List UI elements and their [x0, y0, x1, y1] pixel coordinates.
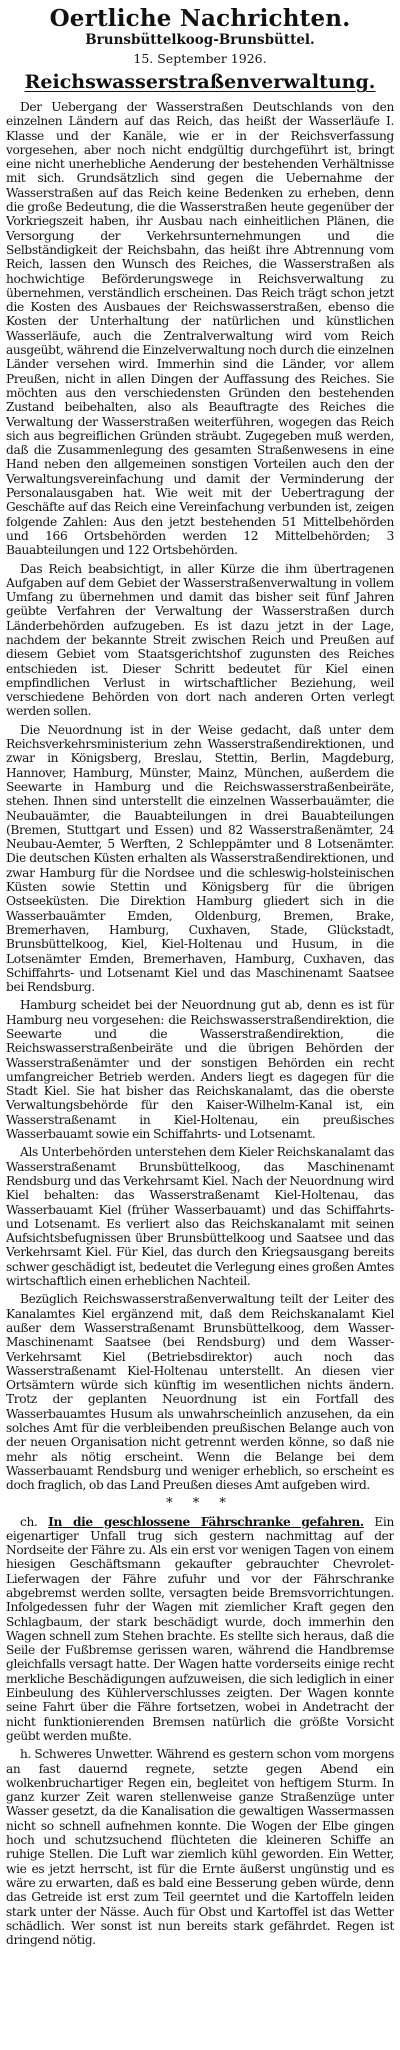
news-title: In die geschlossene Fährschranke gefahren. [48, 1514, 364, 1529]
news-item [6, 1515, 394, 1744]
news-text: Während es gestern schon vom morgens an fast dauernd regnete, setzte gegen Abend ein wolkenbruchartiger Regen ein, begleitet von heftigem Sturm. In ganz kurzer Zeit waren stellenweise ganze Straßenzüge unter Wasser gesetzt, da die Kanalisation die gewaltigen Wassermassen nicht so schnell aufnehmen konnte. Die Wogen der Elbe gingen hoch und schutzsuchend flüchteten die kleineren Schiffe an ruhige Stellen. Die Luft war ziemlich kühl geworden. Ein Wetter, wie es jetzt herrscht, ist für die Ernte äußerst ungünstig und es wäre zu erwarten, daß es bald eine Besserung geben würde, denn das Getreide ist erst zum Teil geerntet und die Kartoffeln leiden stark unter der Nässe. Auch für Obst und Kartoffel ist das Wetter schädlich. Wer sonst ist nun bereits stark gefährdet. Regen ist dringend nötig. [6, 1747, 394, 1948]
section-title: Oertliche Nachrichten. [49, 6, 351, 32]
article-paragraph: Der Uebergang der Wasserstraßen Deutschlands von den einzelnen Ländern auf das Reich, das heißt der Wasserläufe I. Klasse und der Kanäle, wie er in der Reichsverfassung vorgesehen, aber noch nicht endgültig durchgeführt ist, bringt eine nicht unerhebliche Aenderung der bestehenden Verhältnisse mit sich. Grundsätzlich sind gegen die Uebernahme der Wasserstraßen auf das Reich keine Bedenken zu erheben, denn die große Bedeutung, die die Wasserstraßen heute gegenüber der Vorkriegszeit haben, ihr Ausbau nach einheitlichen Plänen, die Versorgung der Verkehrsunternehmungen und die Selbständigkeit der Reichsbahn, das heißt ihre Abtrennung vom Reich, lassen den Wunsch des Reiches, die Wasserstraßen als hochwichtige Beförderungswege in Reichsverwaltung zu übernehmen, verständlich erscheinen. Das Reich trägt schon jetzt die Kosten des Ausbaues der Reichswasserstraßen, ebenso die Kosten der Unterhaltung der natürlichen und künstlichen Wasserläufe, auch die Zentralverwaltung wird vom Reich ausgeübt, während die Einzelverwaltung noch durch die einzelnen Länder versehen wird. Immerhin sind die Länder, vor allem Preußen, nicht in allen Dingen der Auffassung des Reiches. Sie möchten aus den verschiedensten Gründen den bestehenden Zustand beibehalten, also als Beauftragte des Reiches die Verwaltung der Wasserstraßen weiterführen, wogegen das Reich sich aus begreiflichen Gründen sträubt. Zugegeben muß werden, daß die Zusammenlegung des gesamten Straßenwesens in eine Hand neben den allgemeinen sonstigen Vorteilen auch den der Verwaltungsvereinfachung und damit der Verminderung der Personalausgaben hat. Wie weit mit der Uebertragung der Geschäfte auf das Reich eine Vereinfachung verbunden ist, zeigen folgende Zahlen: Aus den jetzt bestehenden 51 Mittelbehörden und 166 Ortsbehörden werden 12 Mittelbehörden; 3 Bauabteilungen und 122 Ortsbehörden. [6, 100, 394, 558]
location-heading: Brunsbüttelkoog-Brunsbüttel. [85, 32, 315, 48]
news-marker: h. Schweres Unwetter. [20, 1747, 153, 1762]
section-separator: * * * [166, 1495, 234, 1511]
news-text: Ein eigenartiger Unfall trug sich gestern nachmittag auf der Nordseite der Fähre zu. Als ein erst vor wenigen Tagen von einem hiesigen Geschäftsmann gekaufter gebrauchter Chevrolet-Lieferwagen der Fähre zufuhr und vor der Fährschranke abgebremst werden sollte, versagten beide Bremsvorrichtungen. Infolgedessen fuhr der Wagen mit ziemlicher Kraft gegen den Schlagbaum, der stark beschädigt wurde, doch immerhin den Wagen schnell zum Stehen brachte. Es stellte sich heraus, daß die Seile der Fußbremse gerissen waren, während die Handbremse gleichfalls versagt hatte. Der Wagen hatte vorderseits einige recht merkliche Beschädigungen aufzuweisen, die sich lediglich in einer Einbeulung des Kühlerverschlusses zeigten. Der Wagen konnte seine Fahrt über die Fähre fortsetzen, wobei in Andetracht der nicht funktionierenden Bremsen natürlich die größte Vorsicht geübt werden mußte. [6, 1514, 394, 1743]
article-paragraph: Die Neuordnung ist in der Weise gedacht, daß unter dem Reichsverkehrsministerium zehn Wasserstraßendirektionen, und zwar in Königsberg, Breslau, Stettin, Berlin, Magdeburg, Hannover, Hamburg, Münster, Mainz, München, außerdem die Seewarte in Hamburg und die Reichswasserstraßenbeiräte, stehen. Ihnen sind unterstellt die einzelnen Wasserbauämter, die Neubauämter, die Bauabteilungen in drei Bauabteilungen (Bremen, Stuttgart und Essen) und 82 Wasserstraßenämter, 24 Neubau-Aemter, 5 Werften, 2 Schleppämter und 8 Lotsenämter. Die deutschen Küsten erhalten als Wasserstraßendirektionen, und zwar Hamburg für die Nordsee und die schleswig-holsteinischen Küsten sowie Stettin und Königsberg für die übrigen Ostseeküsten. Die Direktion Hamburg gliedert sich in die Wasserbauämter Emden, Oldenburg, Bremen, Brake, Bremerhaven, Hamburg, Cuxhaven, Stade, Glückstadt, Brunsbüttelkoog, Kiel, Kiel-Holtenau und Husum, in die Lotsenämter Emden, Bremerhaven, Hamburg, Cuxhaven, das Schiffahrts- und Lotsenamt Kiel und das Maschinenamt Saatsee bei Rendsburg. [6, 722, 394, 995]
newspaper-column [6, 6, 394, 2044]
article-paragraph: Hamburg scheidet bei der Neuordnung gut ab, denn es ist für Hamburg neu vorgesehen: die Reichswasserstraßendirektion, die Seewarte und die Wasserstraßendirektion, die Reichswasserstraßenbeiräte und die übrigen Behörden der Wasserstraßenämter und der sonstigen Behörden ein recht umfangreicher Betrieb werden. Anders liegt es dagegen für die Stadt Kiel. Sie hat bisher das Reichskanalamt, das die oberste Verwaltungsbehörde für den Kaiser-Wilhelm-Kanal ist, ein Wasserstraßenamt in Kiel-Holtenau, ein preußisches Wasserbauamt sowie ein Schiffahrts- und Lotsenamt. [6, 998, 394, 1142]
date-line: 15. September 1926. [133, 51, 267, 66]
article-paragraph: Als Unterbehörden unterstehen dem Kieler Reichskanalamt das Wasserstraßenamt Brunsbüttelkoog, das Maschinenamt Rendsburg und das Verkehrsamt Kiel. Nach der Neuordnung wird Kiel behalten: das Wasserstraßenamt Kiel-Holtenau, das Wasserbauamt Kiel (früher Wasserbauamt) und das Schiffahrts- und Lotsenamt. Es verliert also das Reichskanalamt mit seinen Aufsichtsbefugnissen über Brunsbüttelkoog und Saatsee und das Verkehrsamt Kiel. Für Kiel, das durch den Kriegsausgang bereits schwer geschädigt ist, bedeutet die Verlegung eines großen Amtes wirtschaftlich einen erheblichen Nachteil. [6, 1145, 394, 1289]
article-paragraph: Das Reich beabsichtigt, in aller Kürze die ihm übertragenen Aufgaben auf dem Gebiet der Wasserstraßenverwaltung in vollem Umfang zu übernehmen und damit das bisher seit fünf Jahren geübte Verfahren der Verwaltung der Wasserstraßen durch Länderbehörden aufzugeben. Es ist dazu jetzt in der Lage, nachdem der bekannte Streit zwischen Reich und Preußen auf diesem Gebiet vom Staatsgerichtshof zugunsten des Reiches entschieden ist. Dieser Schritt bedeutet für Kiel einen empfindlichen Verlust in wirtschaftlicher Beziehung, weil verschiedene Behörden von dort nach anderen Orten verlegt werden sollen. [6, 561, 394, 719]
article-paragraph: Bezüglich Reichswasserstraßenverwaltung teilt der Leiter des Kanalamtes Kiel ergänzend mit, daß dem Reichskanalamt Kiel außer dem Wasserstraßenamt Brunsbüttelkoog, dem Wasser-Maschinenamt Saatsee (bei Rendsburg) und dem Wasser-Verkehrsamt Kiel (Betriebsdirektor) auch noch das Wasserstraßenamt Kiel-Holtenau unterstellt. An diesen vier Ortsämtern würde sich künftig im wesentlichen nichts ändern. Trotz der geplanten Neuordnung ist ein Fortfall des Wasserbauamtes Husum als unwahrscheinlich anzusehen, da ein solches Amt für die verbleibenden preußischen Belange auch von der neuen Organisation nicht getrennt werden könne, so daß nie mehr als nötig erscheint. Wenn die Belange bei dem Wasserbauamt Rendsburg und weniger erheblich, so erscheint es doch fraglich, ob das Land Preußen dieses Amt aufgeben wird. [6, 1292, 394, 1493]
news-item [6, 1747, 394, 1947]
news-marker: ch. [20, 1514, 38, 1529]
article-title: Reichswasserstraßenverwaltung. [24, 71, 376, 93]
